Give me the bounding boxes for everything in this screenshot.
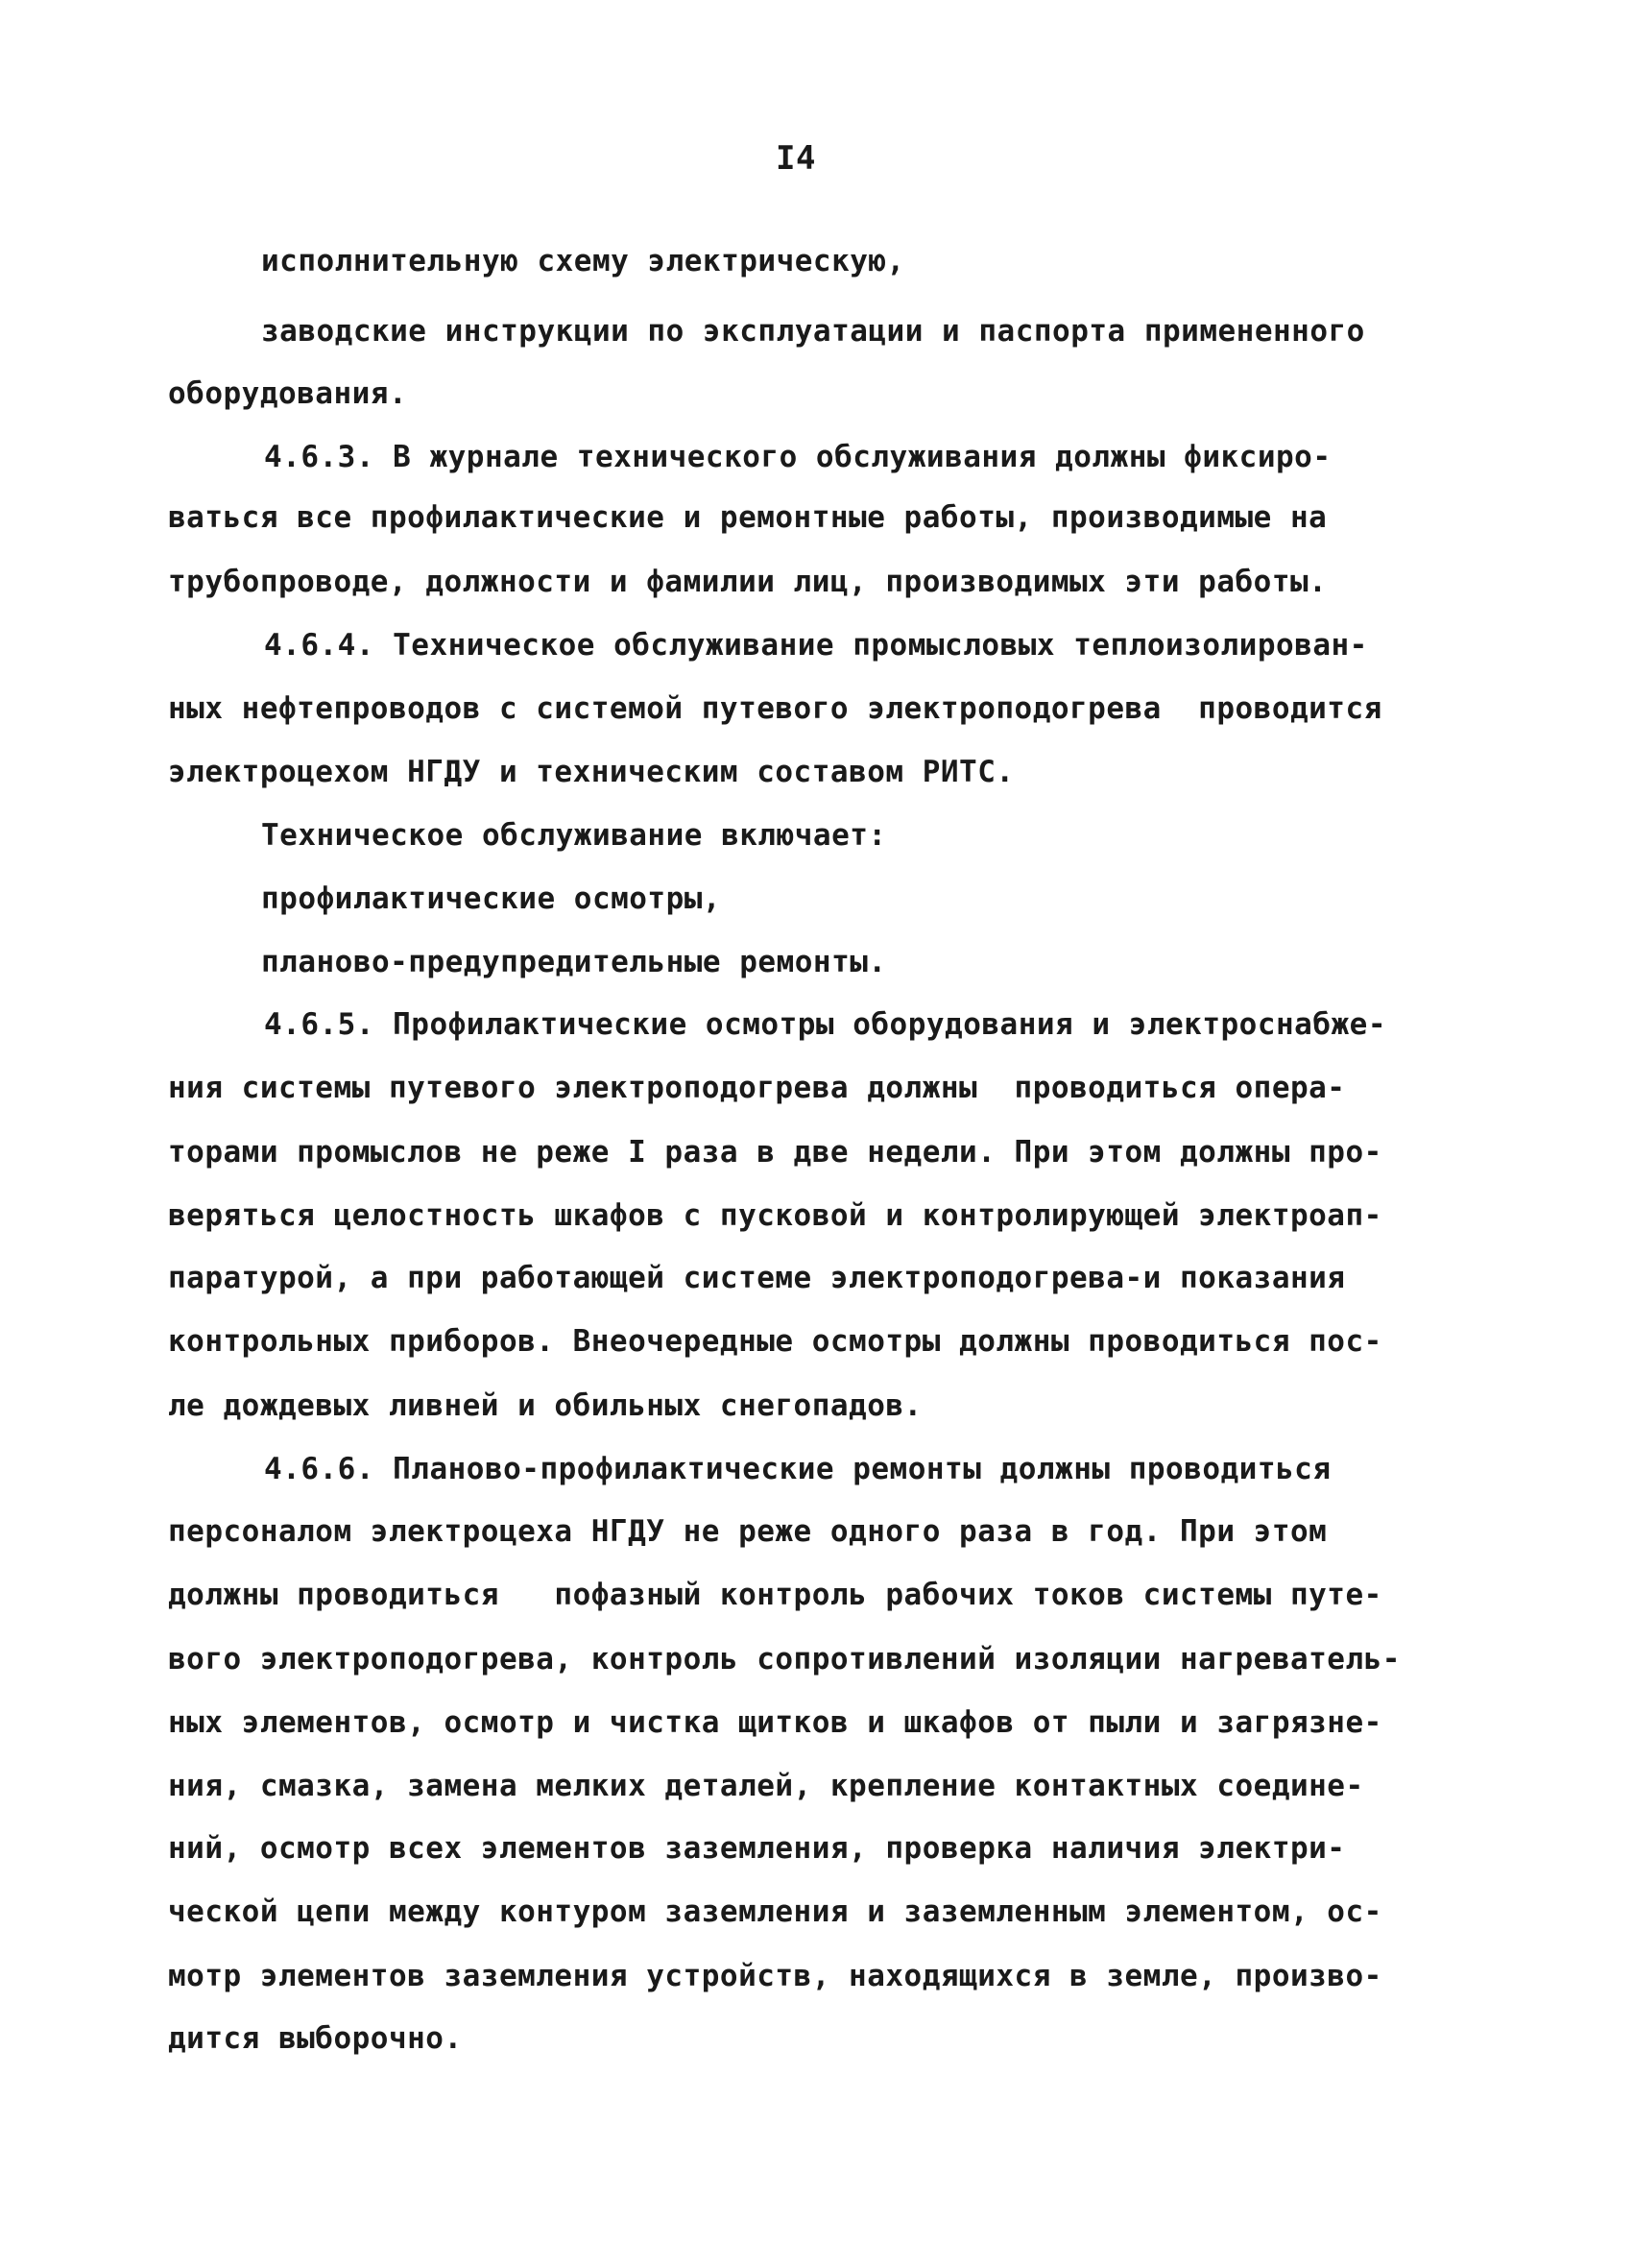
text-line: мотр элементов заземления устройств, находящихся в земле, произво- [168,1959,1382,1993]
text-line: профилактические осмотры, [261,881,722,916]
text-line: контрольных приборов. Внеочередные осмотры должны проводиться пос- [168,1324,1382,1359]
text-line: ных нефтепроводов с системой путевого электроподогрева проводится [168,691,1382,726]
text-line: ческой цепи между контуром заземления и заземленным элементом, ос- [168,1894,1382,1929]
text-line: заводские инструкции по эксплуатации и паспорта примененного [261,314,1365,349]
text-line: 4.6.6. Планово-профилактические ремонты должны проводиться [264,1452,1332,1486]
text-line: трубопроводе, должности и фамилии лиц, производимых эти работы. [168,565,1328,599]
text-line: дится выборочно. [168,2021,463,2056]
text-line: персоналом электроцеха НГДУ не реже одного раза в год. При этом [168,1514,1328,1549]
text-line: электроцехом НГДУ и техническим составом РИТС. [168,755,1015,789]
text-line: ний, осмотр всех элементов заземления, проверка наличия электри- [168,1831,1346,1866]
text-line: оборудования. [168,376,408,411]
text-line: ваться все профилактические и ремонтные работы, производимые на [168,500,1328,535]
text-line: 4.6.5. Профилактические осмотры оборудования и электроснабже- [264,1007,1386,1042]
text-line: должны проводиться пофазный контроль рабочих токов системы путе- [168,1578,1382,1612]
page-number: I4 [776,139,816,178]
text-line: торами промыслов не реже I раза в две недели. При этом должны про- [168,1135,1382,1170]
text-line: паратурой, а при работающей системе электроподогрева-и показания [168,1261,1346,1295]
text-line: ле дождевых ливней и обильных снегопадов. [168,1388,923,1423]
text-line: планово-предупредительные ремонты. [261,945,887,979]
text-line: ния, смазка, замена мелких деталей, крепление контактных соедине- [168,1769,1364,1803]
text-line: Техническое обслуживание включает: [261,818,887,853]
text-line: ных элементов, осмотр и чистка щитков и шкафов от пыли и загрязне- [168,1705,1382,1740]
text-line: ния системы путевого электроподогрева должны проводиться опера- [168,1071,1346,1105]
text-line: исполнительную схему электрическую, [261,244,905,278]
text-line: веряться целостность шкафов с пусковой и контролирующей электроап- [168,1198,1382,1233]
text-line: вого электроподогрева, контроль сопротивлений изоляции нагреватель- [168,1642,1401,1677]
text-line: 4.6.3. В журнале технического обслуживания должны фиксиро- [264,440,1332,474]
text-line: 4.6.4. Техническое обслуживание промысловых теплоизолирован- [264,628,1368,663]
